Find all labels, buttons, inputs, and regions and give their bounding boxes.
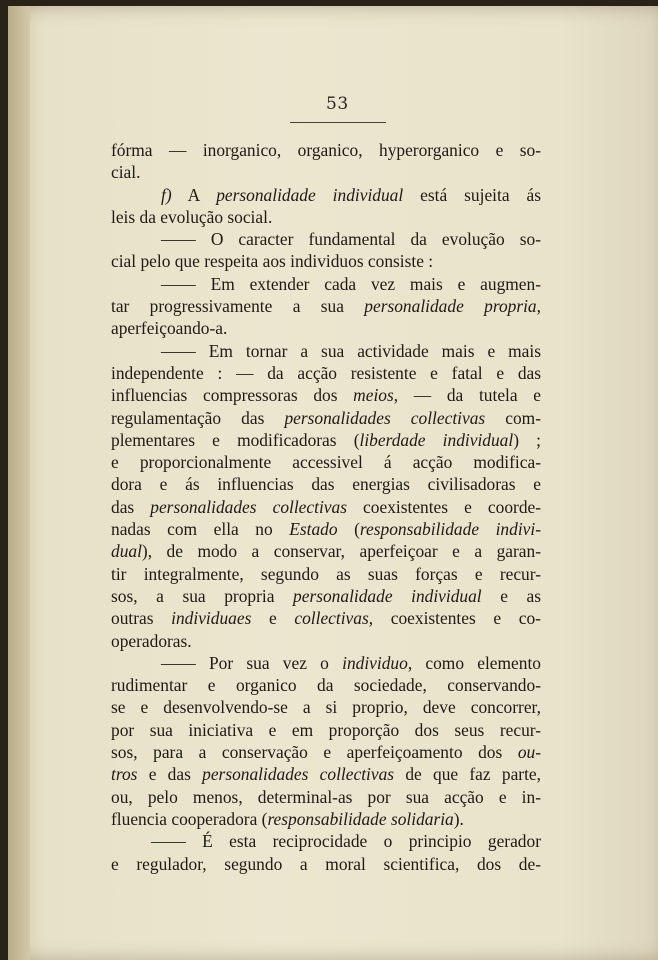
text-run: dora e ás influencias das energias civilisadoras e bbox=[111, 474, 541, 495]
text-run: tir integralmente, segundo as suas forças e recur- bbox=[111, 563, 541, 584]
text-run: coexistentes e coorde- bbox=[346, 496, 542, 517]
text-run: por sua iniciativa e em proporção dos seus recur- bbox=[111, 719, 541, 740]
italic-run: meios bbox=[353, 385, 394, 406]
text-line bbox=[111, 184, 541, 206]
text-run: plementares e modificadoras ( bbox=[111, 429, 360, 450]
text-run: ) ; bbox=[513, 429, 542, 450]
text-run: , bbox=[536, 296, 541, 317]
text-run: —— Em tornar a sua actividade mais e mais bbox=[161, 340, 541, 361]
text-run: está sujeita ás bbox=[403, 184, 542, 205]
italic-run: personalidade individual bbox=[216, 184, 404, 205]
text-run: das bbox=[111, 496, 151, 517]
text-run: , como elemento bbox=[407, 652, 541, 673]
text-run: fluencia cooperadora ( bbox=[111, 808, 268, 829]
text-line bbox=[111, 540, 541, 562]
italic-run: individuo bbox=[342, 652, 408, 673]
text-line bbox=[111, 741, 541, 763]
text-line bbox=[111, 250, 541, 272]
text-run: operadoras. bbox=[111, 630, 192, 651]
text-line bbox=[111, 317, 541, 339]
body-text bbox=[111, 139, 541, 875]
text-line bbox=[111, 585, 541, 607]
page-gutter bbox=[8, 6, 30, 960]
text-line bbox=[111, 607, 541, 629]
text-run: e regulador, segundo a moral scientifica, dos de- bbox=[111, 853, 541, 874]
italic-run: responsabilidade solidaria bbox=[267, 808, 454, 829]
text-run: —— Em extender cada vez mais e augmen- bbox=[161, 273, 541, 294]
italic-run: f) bbox=[161, 184, 172, 205]
text-run: sos, para a conservação e aperfeiçoamento dos bbox=[111, 742, 518, 763]
text-line bbox=[111, 696, 541, 718]
text-run: ou, pelo menos, determinal-as por sua acção e in- bbox=[111, 786, 541, 807]
text-line bbox=[111, 719, 541, 741]
book-page bbox=[8, 6, 658, 960]
text-line bbox=[111, 451, 541, 473]
text-line bbox=[111, 563, 541, 585]
text-line bbox=[111, 407, 541, 429]
text-run: cial pelo que respeita aos individuos consiste : bbox=[111, 251, 434, 272]
text-run: A bbox=[171, 184, 217, 205]
text-line bbox=[111, 384, 541, 406]
text-line bbox=[111, 630, 541, 652]
italic-run: Estado bbox=[289, 519, 338, 540]
text-line bbox=[111, 206, 541, 228]
page-number: 53 bbox=[326, 94, 349, 114]
text-line bbox=[111, 830, 541, 852]
text-run: leis da evolução social. bbox=[111, 206, 273, 227]
text-line bbox=[111, 496, 541, 518]
text-run: outras bbox=[111, 608, 172, 629]
text-run: se e desenvolvendo-se a si proprio, deve concorrer, bbox=[111, 697, 541, 718]
italic-run: ou- bbox=[517, 742, 541, 763]
text-run: —— O caracter fundamental da evolução so- bbox=[161, 229, 541, 250]
text-run: —— É esta reciprocidade o principio gerador bbox=[151, 831, 541, 852]
italic-run: personalidade propria bbox=[364, 296, 537, 317]
text-line bbox=[111, 161, 541, 183]
text-line bbox=[111, 429, 541, 451]
text-line bbox=[111, 652, 541, 674]
italic-run: dual bbox=[111, 541, 142, 562]
text-run: aperfeiçoando-a. bbox=[111, 318, 228, 339]
text-run: ). bbox=[453, 808, 464, 829]
text-line bbox=[111, 228, 541, 250]
text-line bbox=[111, 518, 541, 540]
text-run: tar progressivamente a sua bbox=[111, 296, 365, 317]
text-line bbox=[111, 786, 541, 808]
text-run: e proporcionalmente accessivel á acção modifica- bbox=[111, 452, 541, 473]
text-run: independente : — da acção resistente e fatal e das bbox=[111, 362, 541, 383]
text-run: de que faz parte, bbox=[394, 764, 541, 785]
text-run: fórma — inorganico, organico, hyperorganico e so- bbox=[111, 140, 541, 160]
text-line bbox=[111, 362, 541, 384]
text-run: sos, a sua propria bbox=[111, 585, 294, 606]
italic-run: collectivas bbox=[294, 608, 369, 629]
text-run: cial. bbox=[111, 162, 141, 183]
text-line bbox=[111, 853, 541, 875]
text-run: ), de modo a conservar, aperfeiçoar e a garan- bbox=[141, 541, 541, 562]
text-line bbox=[111, 139, 541, 161]
text-line bbox=[111, 763, 541, 785]
text-line bbox=[111, 295, 541, 317]
text-run: com- bbox=[485, 407, 541, 428]
italic-run: individuaes bbox=[171, 608, 252, 629]
italic-run: personalidades collectivas bbox=[284, 407, 486, 428]
italic-run: liberdade individual bbox=[359, 429, 514, 450]
text-run: e bbox=[251, 608, 295, 629]
italic-run: personalidades collectivas bbox=[202, 764, 395, 785]
text-run: regulamentação das bbox=[111, 407, 285, 428]
text-run: e das bbox=[137, 764, 203, 785]
text-line bbox=[111, 674, 541, 696]
text-line bbox=[111, 340, 541, 362]
italic-run: personalidades collectivas bbox=[150, 496, 347, 517]
text-run: influencias compressoras dos bbox=[111, 385, 354, 406]
text-line bbox=[111, 273, 541, 295]
text-run: ( bbox=[337, 519, 360, 540]
text-run: , — da tutela e bbox=[393, 385, 541, 406]
text-run: , coexistentes e co- bbox=[368, 608, 541, 629]
header-rule bbox=[290, 122, 386, 123]
text-line bbox=[111, 473, 541, 495]
text-run: rudimentar e organico da sociedade, conservando- bbox=[111, 675, 541, 696]
text-run: nadas com ella no bbox=[111, 519, 290, 540]
text-line bbox=[111, 808, 541, 830]
italic-run: tros bbox=[111, 764, 138, 785]
italic-run: responsabilidade indivi- bbox=[359, 519, 541, 540]
text-run: e as bbox=[481, 585, 542, 606]
italic-run: personalidade individual bbox=[293, 585, 482, 606]
text-run: —— Por sua vez o bbox=[161, 652, 343, 673]
